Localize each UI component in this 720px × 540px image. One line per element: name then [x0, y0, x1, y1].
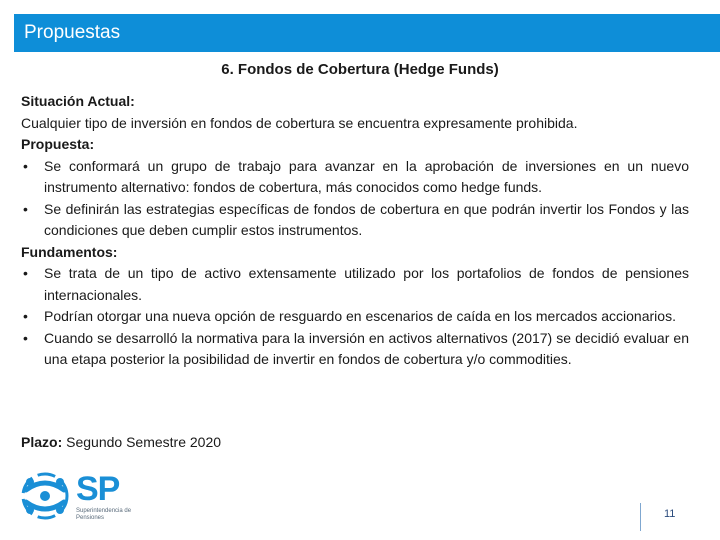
list-item: [21, 306, 689, 328]
propuesta-list: [21, 156, 689, 242]
propuesta-label: Propuesta:: [21, 136, 95, 152]
plazo-value: Segundo Semestre 2020: [66, 434, 222, 450]
bullet-icon: •: [23, 308, 28, 324]
slide-content: [21, 91, 689, 371]
situacion-label: Situación Actual:: [21, 93, 135, 109]
bullet-icon: •: [23, 329, 28, 346]
bullet-icon: •: [23, 157, 28, 174]
page-number: 11: [664, 508, 676, 520]
list-item: [21, 328, 689, 371]
fundamentos-list: [21, 263, 689, 371]
logo-text: SP: [76, 470, 120, 508]
plazo-line: [21, 434, 221, 450]
plazo-label: Plazo:: [21, 434, 63, 450]
list-item-text: Cuando se desarrolló la normativa para la inversión en activos alternativos (2017) se decidió evaluar en una etapa posterior la posibilidad de invertir en fondos de cobertura y/o commodities.: [44, 329, 689, 367]
header-title: Propuestas: [24, 22, 121, 43]
logo-people-icon: [16, 470, 74, 522]
list-item-text: Se conformará un grupo de trabajo para avanzar en la aprobación de inversiones en un nuevo instrumento alternativo: fondos de cobertura, más conocidos como hedge funds.: [44, 157, 689, 195]
header-bar: [14, 14, 720, 52]
list-item: [21, 199, 689, 242]
situacion-text: Cualquier tipo de inversión en fondos de cobertura se encuentra expresamente prohibida.: [21, 114, 578, 131]
list-item: [21, 156, 689, 199]
slide-heading: 6. Fondos de Cobertura (Hedge Funds): [221, 61, 499, 78]
page-number-divider: [640, 503, 641, 531]
bullet-icon: •: [23, 200, 28, 217]
list-item-text: Se trata de un tipo de activo extensamente utilizado por los portafolios de fondos de pensiones internacionales.: [44, 265, 689, 303]
logo-subtitle: Superintendencia de Pensiones: [76, 508, 132, 521]
list-item-text: Podrían otorgar una nueva opción de resguardo en escenarios de caída en los mercados accionarios.: [44, 308, 676, 324]
sp-logo: [16, 470, 136, 525]
list-item-text: Se definirán las estrategias específicas de fondos de cobertura en que podrán invertir los Fondos y las condiciones que deben cumplir estos instrumentos.: [44, 200, 689, 238]
list-item: [21, 263, 689, 306]
bullet-icon: •: [23, 265, 28, 281]
fundamentos-label: Fundamentos:: [21, 243, 118, 260]
